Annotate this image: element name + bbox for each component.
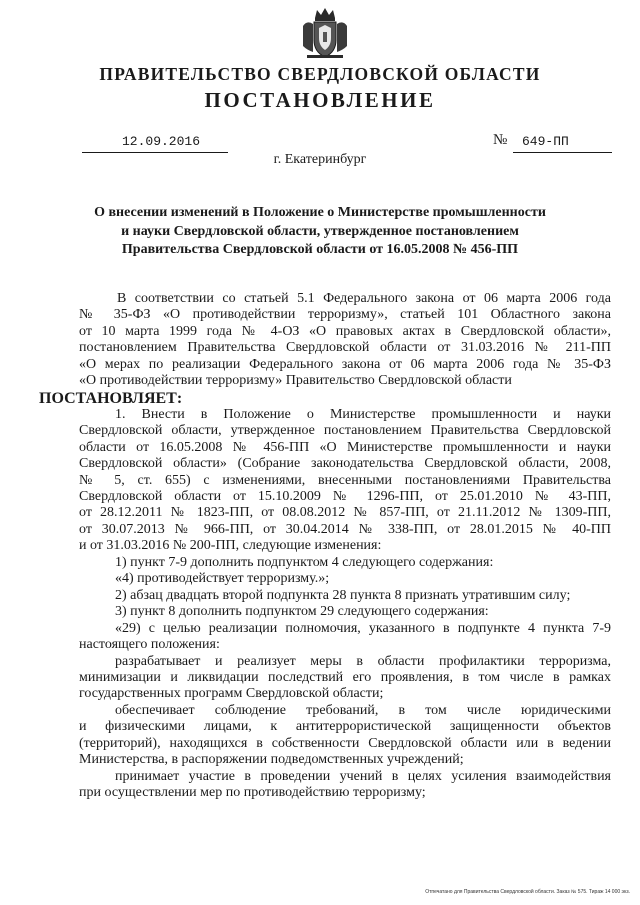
body-line: 1) пункт 7-9 дополнить подпунктом 4 следующего содержания: — [115, 554, 494, 570]
document-body — [39, 291, 611, 802]
body-line: настоящего положения: — [79, 637, 220, 653]
title-line: и науки Свердловской области, утвержденное постановлением — [121, 223, 519, 239]
body-line: от 30.07.2013 № 966-ПП, от 30.04.2014 № 338-ПП, от 28.01.2015 № 40-ПП — [79, 521, 611, 537]
body-line: области от 16.05.2008 № 456-ПП «О Министерстве промышленности и науки — [79, 439, 611, 455]
body-line: и от 31.03.2016 № 200-ПП, следующие изменения: — [79, 538, 382, 554]
body-line: «4) противодействует терроризму.»; — [115, 571, 330, 587]
body-line: при осуществлении мер по противодействию терроризму; — [79, 785, 426, 801]
document-title — [60, 204, 580, 260]
body-line: государственных программ Свердловской области; — [79, 686, 384, 702]
coat-of-arms-icon — [299, 6, 351, 60]
title-line: Правительства Свердловской области от 16.05.2008 № 456-ПП — [121, 242, 519, 257]
body-line: Министерства, в распоряжении подведомственных учреждений; — [79, 752, 464, 768]
body-line: Свердловской области, утвержденное постановлением Правительства Свердловской — [79, 423, 611, 439]
title-line: О внесении изменений в Положение о Министерстве промышленности — [94, 205, 546, 220]
body-line: «О мерах по реализации Федерального закона от 06 марта 2006 года № 35-ФЗ — [79, 356, 611, 372]
city: г. Екатеринбург — [273, 152, 367, 167]
body-line: (территорий), находящихся в собственности Свердловской области или в ведении — [79, 735, 611, 751]
body-line: «29) с целью реализации полномочия, указанного в подпункте 4 пункта 7-9 — [115, 620, 611, 636]
body-line: 3) пункт 8 дополнить подпунктом 29 следующего содержания: — [115, 604, 489, 620]
resolution-keyword: ПОСТАНОВЛЯЕТ: — [39, 389, 183, 407]
document-number: 649-ПП — [522, 134, 569, 149]
document-date: 12.09.2016 — [122, 134, 201, 149]
body-line: минимизации и ликвидации последствий его проявления, в том числе в рамках — [79, 669, 611, 685]
body-line: «О противодействии терроризму» Правительство Свердловской области — [79, 373, 512, 389]
organization-name: ПРАВИТЕЛЬСТВО СВЕРДЛОВСКОЙ ОБЛАСТИ — [99, 64, 541, 84]
body-line: 2) абзац двадцать второй подпункта 28 пункта 8 признать утратившим силу; — [115, 587, 571, 603]
number-sign: № — [493, 132, 508, 148]
body-line: № 5, ст. 655) с изменениями, внесенными постановлениями Правительства — [79, 472, 611, 488]
body-line: и физическими лицами, к антитеррористической защищенности объектов — [79, 719, 611, 735]
body-line: принимает участие в проведении учений в целях усиления взаимодействия — [115, 768, 611, 784]
document-type: ПОСТАНОВЛЕНИЕ — [204, 88, 436, 112]
body-line: постановлением Правительства Свердловской области от 31.03.2016 № 211-ПП — [79, 340, 611, 356]
body-line: 1. Внести в Положение о Министерстве промышленности и науки — [115, 406, 611, 422]
body-line: Свердловской области от 15.10.2009 № 1296-ПП, от 25.01.2010 № 43-ПП, — [79, 488, 611, 504]
body-line: В соответствии со статьей 5.1 Федерального закона от 06 марта 2006 года — [117, 291, 611, 306]
body-line: обеспечивает соблюдение требований, в том числе юридическими — [115, 702, 611, 718]
print-note: Отпечатано для Правительства Свердловской области. Заказ № 575. Тираж 14 000 экз. — [425, 889, 630, 895]
body-line: Свердловской области» (Собрание законодательства Свердловской области, 2008, — [79, 456, 611, 472]
body-line: от 28.12.2011 № 1823-ПП, от 08.08.2012 № 857-ПП, от 21.11.2012 № 1309-ПП, — [79, 505, 611, 521]
body-line: № 35-ФЗ «О противодействии терроризму», статьей 101 Областного закона — [79, 307, 611, 323]
body-line: разрабатывает и реализует меры в области профилактики терроризма, — [115, 653, 611, 669]
body-line: от 10 марта 1999 года № 4-ОЗ «О правовых актах в Свердловской области», — [79, 323, 611, 339]
